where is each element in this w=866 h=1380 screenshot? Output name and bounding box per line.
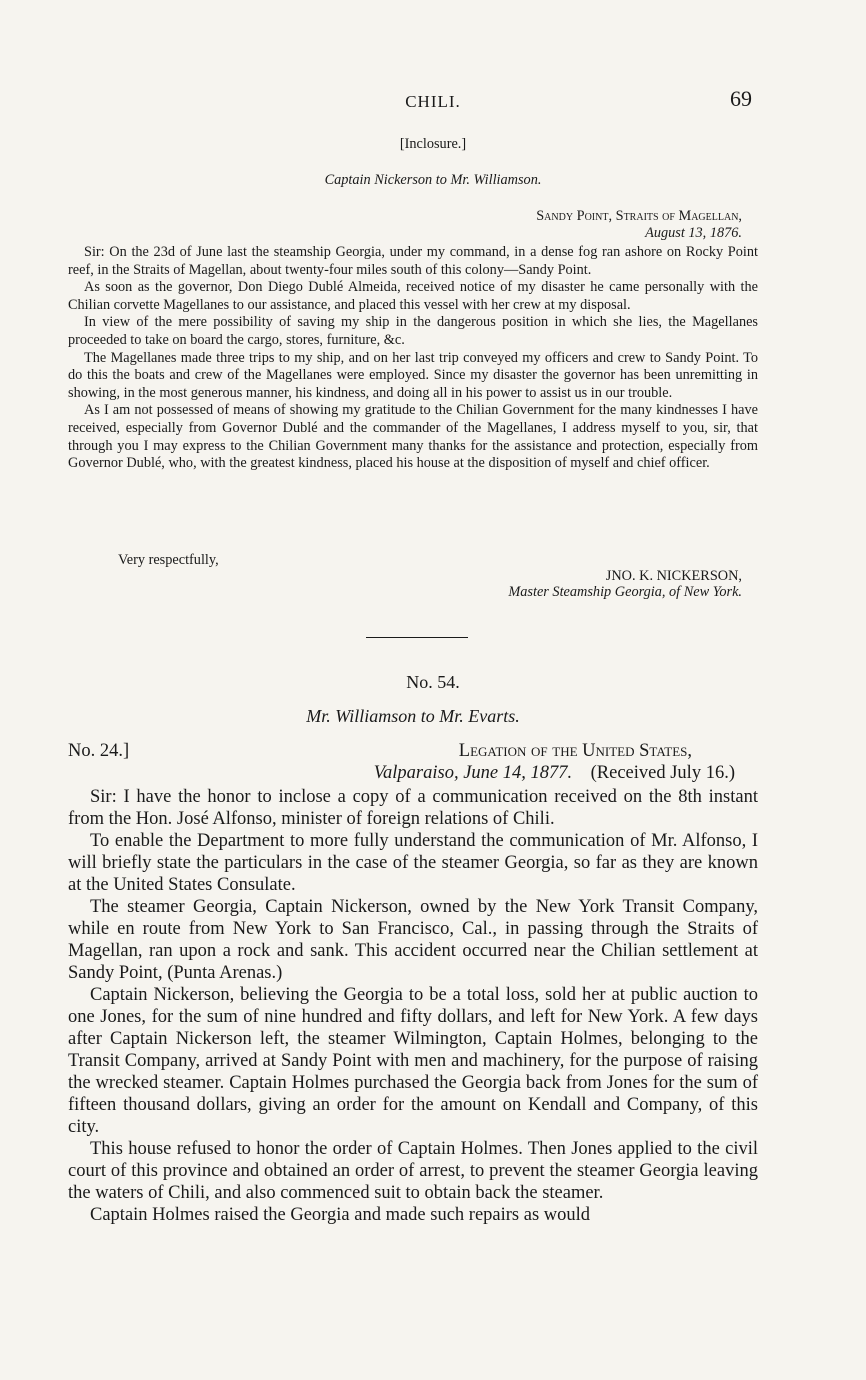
body-paragraph: Sir: I have the honor to inclose a copy of a communication received on the 8th instant from the Hon. José Alfonso, minister of foreign relations of Chili. (68, 787, 758, 829)
letter-paragraph: As soon as the governor, Don Diego Dublé Almeida, received notice of my disaster he came personally with the Chilian corvette Magellanes to our assistance, and placed this vessel with her crew at my disposal. (68, 279, 758, 313)
letter-signer-title: Master Steamship Georgia, of New York. (508, 584, 742, 600)
inclosure-label: [Inclosure.] (399, 136, 467, 152)
section-divider (366, 637, 468, 638)
document-reference: No. 24.] (68, 741, 130, 761)
page-number: 69 (730, 86, 752, 111)
inclosure-heading: Captain Nickerson to Mr. Williamson. (324, 172, 542, 188)
received-date: (Received July 16.) (590, 763, 735, 783)
body-paragraph: To enable the Department to more fully understand the communication of Mr. Alfonso, I will briefly state the particulars in the case of the steamer Georgia, so far as they are known at the United States Consulate. (68, 831, 758, 895)
document-body (68, 786, 758, 1226)
running-title: CHILI. (405, 92, 461, 111)
body-paragraph: This house refused to honor the order of Captain Holmes. Then Jones applied to the civil court of this province and obtained an order of arrest, to prevent the steamer Georgia leaving the waters of Chili, and also commenced suit to obtain back the steamer. (68, 1139, 758, 1203)
document-number: No. 54. (406, 672, 460, 692)
legation-line: Legation of the United States, (458, 741, 692, 761)
body-paragraph: Captain Nickerson, believing the Georgia to be a total loss, sold her at public auction to one Jones, for the sum of nine hundred and fifty dollars, and left for New York. A few days after Captain Nickerson left, the steamer Wilmington, Captain Holmes, belonging to the Transit Company, arrived at Sandy Point with men and machinery, for the purpose of raising the wrecked steamer. Captain Holmes purchased the Georgia back from Jones for the sum of fifteen thousand dollars, giving an order for the amount on Kendall and Company, of this city. (68, 985, 758, 1137)
letter-paragraph: In view of the mere possibility of saving my ship in the dangerous position in which she lies, the Magellanes proceeded to take on board the cargo, stores, furniture, &c. (68, 314, 758, 348)
letter-closing: Very respectfully, (118, 552, 219, 568)
letter-paragraph: Sir: On the 23d of June last the steamship Georgia, under my command, in a dense fog ran ashore on Rocky Point reef, in the Straits of Magellan, about twenty-four miles south of this colony—Sandy Point. (68, 244, 758, 278)
place-date-line (0, 762, 735, 784)
letter-signer: JNO. K. NICKERSON, (605, 568, 742, 584)
inclosure-date: August 13, 1876. (645, 225, 742, 241)
inclosure-letter-body (68, 244, 758, 473)
letter-paragraph: As I am not possessed of means of showing my gratitude to the Chilian Government for the many kindnesses I have received, especially from Governor Dublé and the commander of the Magellanes, I address myself to you, sir, that through you I may express to the Chilian Government many thanks for the assistance and protection, especially from Governor Dublé, who, with the greatest kindness, placed his house at the disposition of myself and chief officer. (68, 402, 758, 472)
body-paragraph: Captain Holmes raised the Georgia and made such repairs as would (90, 1205, 591, 1225)
body-paragraph: The steamer Georgia, Captain Nickerson, owned by the New York Transit Company, while en route from New York to San Francisco, Cal., in passing through the Straits of Magellan, ran upon a rock and sank. This accident occurred near the Chilian settlement at Sandy Point, (Punta Arenas.) (68, 897, 758, 983)
letter-paragraph: The Magellanes made three trips to my ship, and on her last trip conveyed my officers and crew to Sandy Point. To do this the boats and crew of the Magellanes were employed. Since my disaster the governor has been unremitting in showing, in the most generous manner, his kindness, and doing all in his power to assist us in our trouble. (68, 349, 758, 401)
place-date: Valparaiso, June 14, 1877. (373, 763, 573, 783)
document-heading: Mr. Williamson to Mr. Evarts. (306, 706, 520, 726)
inclosure-place: Sandy Point, Straits of Magellan, (536, 208, 742, 224)
